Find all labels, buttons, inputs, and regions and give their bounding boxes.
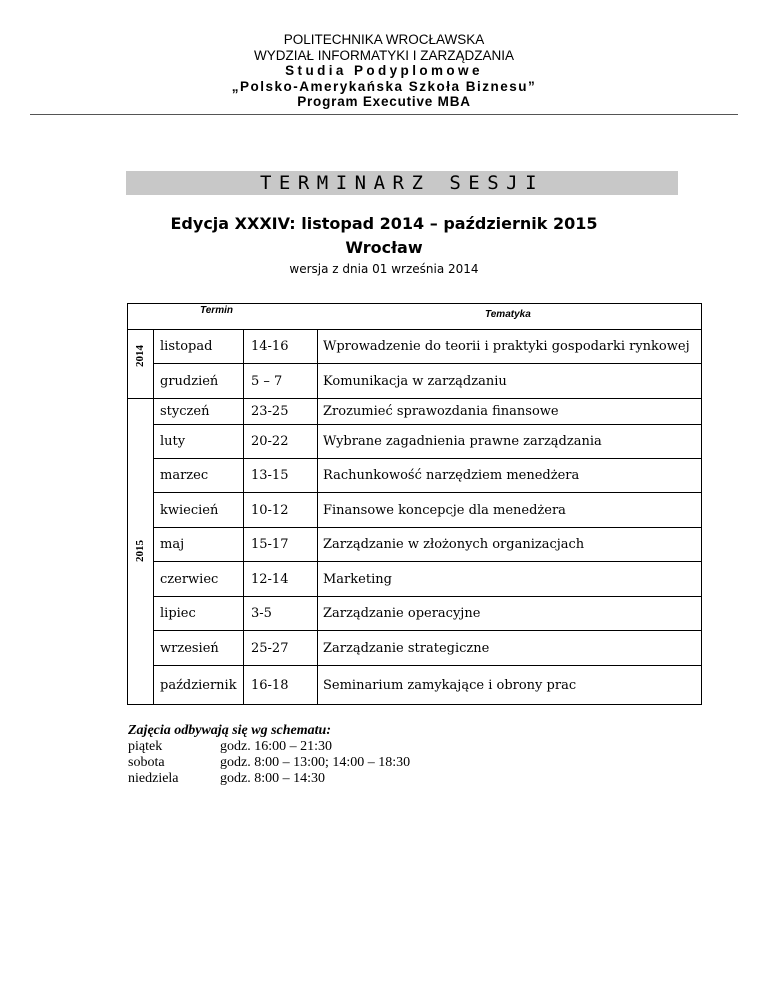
column-header-termin: Termin [200,305,233,316]
schedule-hours: godz. 8:00 – 14:30 [220,771,325,786]
table-row [154,492,702,527]
schedule-line [128,739,410,755]
edition-block [0,212,768,260]
days-cell: 12-14 [244,562,318,596]
topic-cell: Marketing [323,571,392,587]
title-bar [126,171,678,195]
month-cell: luty [154,425,244,458]
topic-cell: Zarządzanie strategiczne [323,640,490,656]
document-header [0,32,768,110]
month-cell: czerwiec [154,562,244,596]
faculty-name: WYDZIAŁ INFORMATYKI I ZARZĄDZANIA [253,47,514,63]
days-cell: 14-16 [244,330,318,363]
year-label-2015: 2015 [134,540,146,562]
table-row [154,527,702,561]
table-row [154,398,702,424]
days-cell: 25-27 [244,631,318,665]
version-note: wersja z dnia 01 września 2014 [289,262,479,276]
days-cell: 23-25 [244,399,318,424]
days-cell: 5 – 7 [244,364,318,398]
month-cell: grudzień [154,364,244,398]
days-cell: 3-5 [244,597,318,630]
table-row [154,458,702,492]
topic-cell: Komunikacja w zarządzaniu [323,373,507,389]
schedule-line [128,771,410,787]
year-label-2014: 2014 [134,345,146,367]
header-divider [30,114,738,115]
month-cell: październik [154,666,244,704]
schedule-line [128,755,410,771]
month-cell: listopad [154,330,244,363]
table-row [154,424,702,458]
school-name: „Polsko-Amerykańska Szkoła Biznesu” [231,78,537,94]
topic-cell: Finansowe koncepcje dla menedżera [323,502,566,518]
schedule-hours: godz. 16:00 – 21:30 [220,739,332,754]
table-row [154,665,702,704]
program-name: Program Executive MBA [297,94,471,109]
class-schedule [128,723,410,787]
city-name: Wrocław [345,238,423,257]
month-cell: maj [154,528,244,561]
days-cell: 15-17 [244,528,318,561]
days-cell: 10-12 [244,493,318,527]
page-title: TERMINARZ SESJI [259,172,545,194]
edition-title: Edycja XXXIV: listopad 2014 – październik 2015 [170,214,598,233]
days-cell: 20-22 [244,425,318,458]
month-cell: wrzesień [154,631,244,665]
column-header-tematyka: Tematyka [485,309,531,320]
topic-cell: Zarządzanie w złożonych organizacjach [323,537,585,552]
days-cell: 13-15 [244,459,318,492]
university-name: POLITECHNIKA WROCŁAWSKA [283,32,485,47]
table-row [154,363,702,398]
month-cell: marzec [154,459,244,492]
table-row [154,596,702,630]
month-cell: styczeń [154,399,244,424]
schedule-day: piątek [128,739,163,754]
schedule-day: niedziela [128,771,179,786]
topic-cell: Zarządzanie operacyjne [323,606,481,621]
month-cell: kwiecień [154,493,244,527]
table-row [154,561,702,596]
table-row [154,329,702,363]
studies-name: Studia Podyplomowe [285,63,483,78]
topic-cell: Seminarium zamykające i obrony prac [323,677,577,693]
topic-cell: Rachunkowość narzędziem menedżera [323,468,580,483]
month-cell: lipiec [154,597,244,630]
topic-cell: Wprowadzenie do teorii i praktyki gospodarki rynkowej [323,339,690,354]
topic-cell: Wybrane zagadnienia prawne zarządzania [323,434,602,449]
days-cell: 16-18 [244,666,318,704]
topic-cell: Zrozumieć sprawozdania finansowe [323,404,559,419]
schedule-title: Zajęcia odbywają się wg schematu: [128,723,331,738]
table-row [154,630,702,665]
schedule-hours: godz. 8:00 – 13:00; 14:00 – 18:30 [220,755,411,770]
schedule-day: sobota [128,755,165,770]
